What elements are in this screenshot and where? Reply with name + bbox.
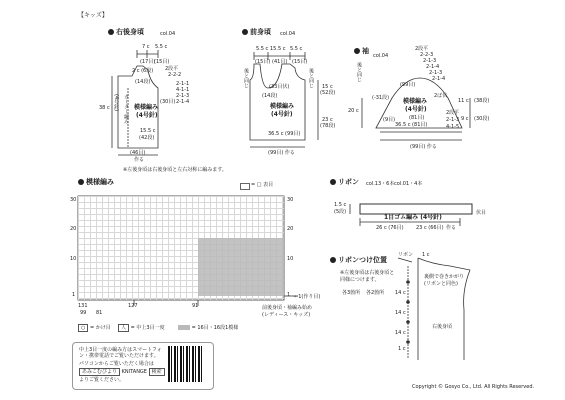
info-line-4: あみこむびより KNITANGE 検索	[79, 369, 165, 375]
ribbon-pos-gap-2: 14 c	[395, 310, 406, 316]
ribbon-pos-label: リボン	[398, 252, 414, 258]
ribbon-bottom-w1: 26 c (76目)	[376, 225, 404, 231]
ribbon-shape	[360, 204, 472, 214]
front-bottom-inner: 36.5 c (99目)	[268, 131, 301, 137]
center-double-decrease-icon: 人	[118, 324, 129, 332]
chart-left-num-20: 20	[70, 226, 77, 232]
front-top-c: 5.5 c	[290, 46, 303, 52]
ribbon-dot	[406, 280, 410, 284]
sleeve-right-row-0: 2段平	[446, 110, 460, 116]
sleeve-top-head: 2段平	[415, 46, 429, 52]
front-title: 前身頃	[242, 28, 271, 36]
front-stitch: 模様編み	[270, 103, 295, 110]
front-neck: (33目伏)	[269, 84, 290, 90]
sleeve-top-row-1: 2-1-3	[423, 58, 437, 64]
sleeve-bottom: (99目) 作る	[410, 144, 437, 150]
sleeve-needle: (4号針)	[405, 106, 427, 113]
right-back-dec-1: 2-1-1	[176, 81, 190, 87]
ribbon-pos-inside-2: (リボンと同色)	[424, 281, 458, 287]
repeat-swatch-icon	[178, 325, 190, 330]
right-back-dec-head: 2段平	[165, 66, 179, 72]
ribbon-pos-note-1: ※左後身頃は右後身頃と	[340, 270, 395, 276]
sleeve-height: 20 c	[348, 108, 359, 114]
site-name-badge[interactable]: あみこむびより	[79, 368, 120, 376]
ribbon-pos-note-2: 同様につけます。	[340, 277, 380, 283]
ribbon-h-rows: (5段)	[334, 209, 347, 215]
legend-knit-text: = □ 表目	[251, 182, 274, 188]
info-line-2: ン・携帯電話でご覧いただけます。	[79, 353, 159, 359]
sleeve-top-note: 2ば伏	[434, 93, 448, 99]
front-top-a: 5.5 c	[256, 46, 269, 52]
bullet-icon	[108, 29, 114, 35]
bullet-icon	[330, 257, 336, 263]
right-back-dec-2: 4-1-1	[176, 87, 190, 93]
sleeve-right-h: 11 c	[458, 98, 469, 104]
ribbon-pos-1c: 1 c	[422, 252, 430, 258]
chart-right-num-10: 10	[287, 256, 294, 262]
sleeve-stitch: 模様編み	[403, 98, 428, 105]
right-back-top-w2: 5.5 c	[155, 44, 168, 50]
chart-left-num-1: 1	[72, 292, 76, 298]
chart-left-num-10: 10	[70, 256, 77, 262]
right-back-h1: 15.5 c	[140, 128, 156, 134]
right-back-dec-4: 2-1-4	[176, 99, 190, 105]
info-line-3: パソコンからご覧いただく場合は	[79, 361, 154, 367]
front-h-a: 15 c	[322, 84, 333, 90]
ribbon-pos-piece: 右後身頃	[432, 324, 453, 330]
yarn-over-icon: ○	[78, 324, 88, 332]
chart-start-note-1: 前後身頃・袖編み始め	[262, 305, 313, 311]
bullet-icon	[354, 48, 360, 54]
sleeve-top-st: (99目)	[400, 82, 416, 88]
chart-right-num-30: 30	[287, 197, 294, 203]
front-outline	[250, 64, 305, 140]
right-back-bottom-note: 作る	[134, 157, 145, 163]
sleeve-top-row-3: 2-1-3	[429, 70, 443, 76]
info-line-1: 中上3目一度の編み方はスマートフォ	[79, 347, 162, 353]
section-tag: 【キッズ】	[78, 12, 108, 19]
ribbon-dot	[406, 340, 410, 344]
front-yarn: col.04	[280, 31, 296, 37]
right-back-needle: (4号針)	[136, 112, 158, 119]
right-back-stitch: 模様編み	[134, 104, 159, 111]
ribbon-pos-spots: 各3箇所	[342, 290, 361, 296]
right-back-title: 右後身頃	[108, 28, 144, 36]
right-back-note: ※左後身頃は右後身頃と左右対称に編みます。	[123, 167, 227, 173]
ribbon-dot	[406, 300, 410, 304]
front-h-b: 23 c	[322, 117, 333, 123]
ribbon-dot	[406, 320, 410, 324]
front-h-b-rows: (78段)	[320, 123, 336, 129]
sleeve-w-a: (81目)	[409, 115, 425, 121]
ribbon-h-label: 1.5 c	[334, 202, 347, 208]
chart-left-num-30: 30	[70, 197, 77, 203]
sleeve-left-rows: (-31段)	[372, 95, 390, 101]
sleeve-w-b: 36.5 c (81目)	[395, 122, 428, 128]
sleeve-side-note: 後と同じ	[356, 62, 362, 82]
pattern-title: 模様編み	[78, 178, 114, 186]
front-st-b: (41目)	[272, 59, 288, 65]
ribbon-main: 1目ゴム編み (4号針)	[384, 214, 442, 221]
sleeve-top-row-2: 2-1-4	[426, 64, 440, 70]
right-back-rows-30: (30目)	[160, 99, 176, 105]
right-back-shoulder: 2 c (6段)	[132, 68, 154, 74]
right-back-dec-0: 2-2-2	[168, 72, 182, 78]
bullet-icon	[330, 179, 336, 185]
legend-dec: 人 = 中上3目一度	[118, 325, 165, 331]
front-neck-rows: (14段)	[262, 93, 278, 99]
chart-right-num-20: 20	[287, 226, 294, 232]
right-back-garter-needle: (4号針)	[113, 94, 119, 112]
front-needle: (4号針)	[271, 111, 293, 118]
qr-code-icon[interactable]	[168, 346, 204, 382]
right-back-top-st2: (15目)	[154, 59, 170, 65]
right-back-h1-rows: (42段)	[139, 135, 155, 141]
ribbon-end-note: 伏目	[476, 210, 487, 216]
front-st-a: (15目)	[255, 59, 271, 65]
sleeve-top-row-4: 2-1-4	[432, 76, 446, 82]
front-bottom: (99目) 作る	[268, 150, 295, 156]
front-h-a-rows: (52段)	[320, 90, 336, 96]
right-back-top-w1: 7 c	[142, 44, 150, 50]
info-line-5: よりご覧ください。	[79, 377, 125, 383]
chart-bottom-81: 81	[96, 310, 103, 316]
legend-knit-icon	[240, 183, 250, 190]
copyright: Copyright © Gosyo Co., Ltd. All Rights Reserved.	[412, 384, 535, 390]
ribbon-pos-bottom-1c: 1 c	[398, 346, 406, 352]
bullet-icon	[242, 29, 248, 35]
ribbon-bottom-end: 作る	[446, 225, 457, 231]
sleeve-right-h2: 9 c	[461, 116, 469, 122]
legend-yo: ○ = かけ目	[78, 325, 111, 331]
ribbon-pos-title: リボンつけ位置	[330, 256, 387, 264]
sleeve-right-row-2: 4-1-5	[446, 124, 460, 130]
chart-edge-label: ←1(作り目)	[294, 294, 321, 300]
right-back-top-st1: (17目)	[140, 59, 156, 65]
sleeve-top-row-0: 2-2-3	[420, 52, 434, 58]
ribbon-pos-spots-2: 各2箇所	[366, 290, 385, 296]
chart-bottom-131: 131	[78, 303, 88, 309]
right-back-height: 38 c	[99, 105, 110, 111]
right-back-dec-3: 2-1-3	[176, 93, 190, 99]
sleeve-right-row-1: 2-1-3	[446, 117, 460, 123]
front-left-note: 後と同じ	[243, 68, 249, 88]
ribbon-yarn: col.13・6本	[366, 181, 395, 187]
right-back-shoulder-rows: (14段)	[135, 79, 151, 85]
search-badge[interactable]: 検索	[149, 368, 165, 376]
right-back-garter: ガーター編み	[123, 94, 129, 124]
legend-repeat: = 16目・16段1模様	[178, 325, 238, 331]
right-back-yarn: col.04	[160, 31, 176, 37]
ribbon-pos-gap-1: 14 c	[395, 290, 406, 296]
ribbon-pos-gap-3: 14 c	[395, 330, 406, 336]
chart-right-num-1: 1	[287, 292, 291, 298]
front-right-note: 後と同じ	[308, 68, 314, 88]
sleeve-right-h2-rows: (30段)	[474, 116, 490, 122]
front-top-b: 15.5 c	[270, 46, 286, 52]
pattern-repeat-area	[198, 238, 284, 296]
chart-bottom-99: 99	[80, 310, 87, 316]
ribbon-bottom-w2: 23 c (66目)	[416, 225, 444, 231]
bullet-icon	[78, 179, 84, 185]
ribbon-yarn-2: col.01・4本	[394, 181, 423, 187]
right-back-bottom: (46目)	[130, 150, 146, 156]
sleeve-yarn: col.04	[373, 53, 389, 59]
sleeve-w-left: (9目)	[383, 117, 396, 123]
sleeve-right-h-rows: (38段)	[474, 98, 490, 104]
front-st-c: (15目)	[292, 59, 308, 65]
chart-start-note-2: (レディース・キッズ)	[262, 312, 311, 318]
sleeve-title: 袖	[354, 47, 369, 55]
chart-bottom-91: 91	[192, 303, 199, 309]
ribbon-title: リボン	[330, 178, 359, 186]
ribbon-pos-inside-1: 裏側で巻きかがり	[424, 274, 465, 280]
chart-bottom-127: 127	[128, 303, 138, 309]
